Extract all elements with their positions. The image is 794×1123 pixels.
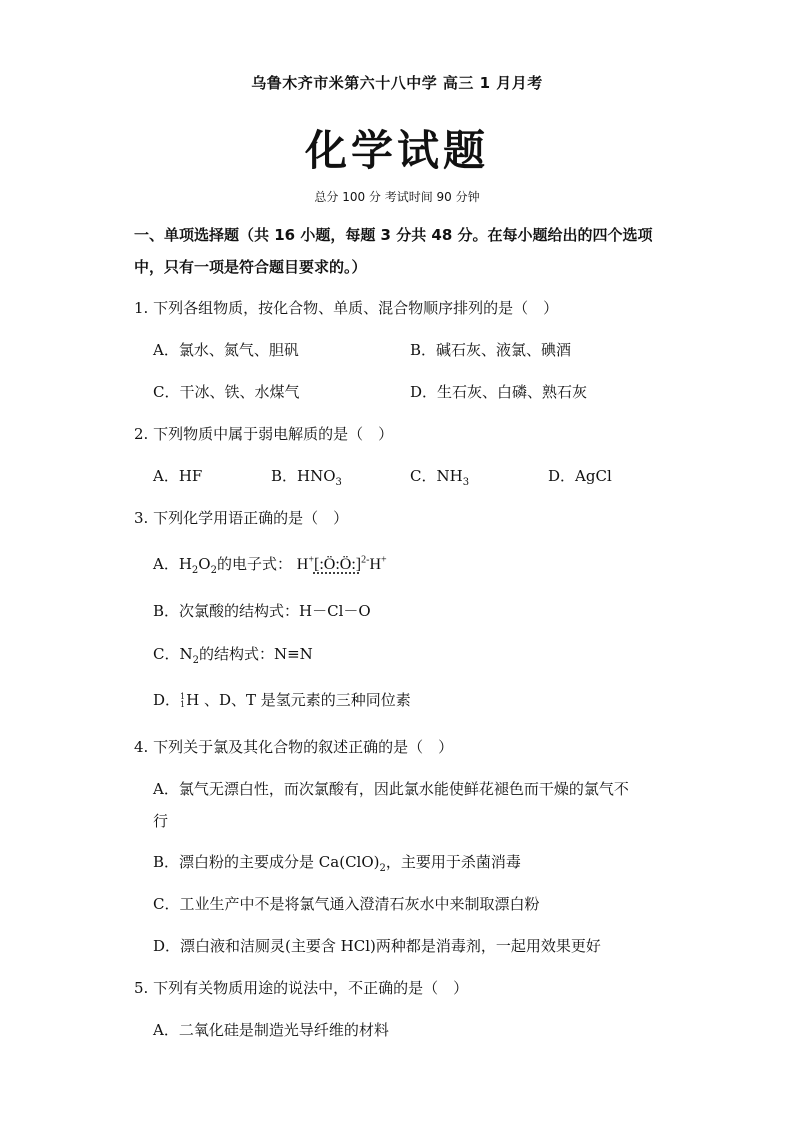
question-4-option-c: C．工业生产中不是将氯气通入澄清石灰水中来制取漂白粉 xyxy=(153,895,540,913)
question-2-option-d: D．AgCl xyxy=(548,467,612,485)
question-1-option-c: C．干冰、铁、水煤气 xyxy=(153,383,300,401)
question-4-stem: 4. 下列关于氯及其化合物的叙述正确的是（ ） xyxy=(134,738,454,756)
question-4-option-d: D．漂白液和洁厕灵(主要含 HCl)两种都是消毒剂，一起用效果更好 xyxy=(153,937,601,955)
question-2-option-a: A．HF xyxy=(153,467,203,485)
question-2-option-c: C．$NH_3$ xyxy=(410,467,470,488)
question-4-option-a-line2: 行 xyxy=(153,812,169,830)
school-header: 乌鲁木齐市米第六十八中学 高三 1 月月考 xyxy=(251,74,543,92)
question-1-option-a: A．氯水、氮气、胆矾 xyxy=(153,341,299,359)
question-2-option-b: B．$HNO_3$ xyxy=(271,467,342,488)
question-3-option-c: C．$N_2$的结构式：N≡N xyxy=(153,645,313,666)
h2o2-electron-formula: H+[:Ö:Ö:]$^{2-}$H+ xyxy=(296,554,387,573)
exam-meta: 总分 100 分 考试时间 90 分钟 xyxy=(314,190,480,204)
question-4-option-a-line1: A．氯气无漂白性，而次氯酸有，因此氯水能使鲜花褪色而干燥的氯气不 xyxy=(153,780,629,798)
question-2-stem: 2. 下列物质中属于弱电解质的是（ ） xyxy=(134,425,394,443)
question-3-stem: 3. 下列化学用语正确的是（ ） xyxy=(134,509,349,527)
question-1-stem: 1. 下列各组物质，按化合物、单质、混合物顺序排列的是（ ） xyxy=(134,299,559,317)
section-heading-line1: 一、单项选择题（共 16 小题，每题 3 分共 48 分。在每小题给出的四个选项 xyxy=(134,226,653,244)
question-5-option-a: A．二氧化硅是制造光导纤维的材料 xyxy=(153,1021,389,1039)
question-1-option-d: D．生石灰、白磷、熟石灰 xyxy=(410,383,588,401)
question-1-option-b: B．碱石灰、液氯、碘酒 xyxy=(410,341,572,359)
section-heading-line2: 中，只有一项是符合题目要求的。） xyxy=(134,258,367,276)
page-title: 化学试题 xyxy=(304,126,489,175)
question-5-stem: 5. 下列有关物质用途的说法中，不正确的是（ ） xyxy=(134,979,469,997)
question-3-option-b: B．次氯酸的结构式：H－Cl－O xyxy=(153,602,371,620)
question-3-option-d: D． 1 1 H 、D、T 是氢元素的三种同位素 xyxy=(153,691,411,709)
question-3-option-a: A．$H_2O_2$的电子式： H+[:Ö:Ö:]$^{2-}$H+ xyxy=(153,554,387,576)
question-4-option-b: B．漂白粉的主要成分是 $Ca(ClO)_2$，主要用于杀菌消毒 xyxy=(153,853,521,874)
